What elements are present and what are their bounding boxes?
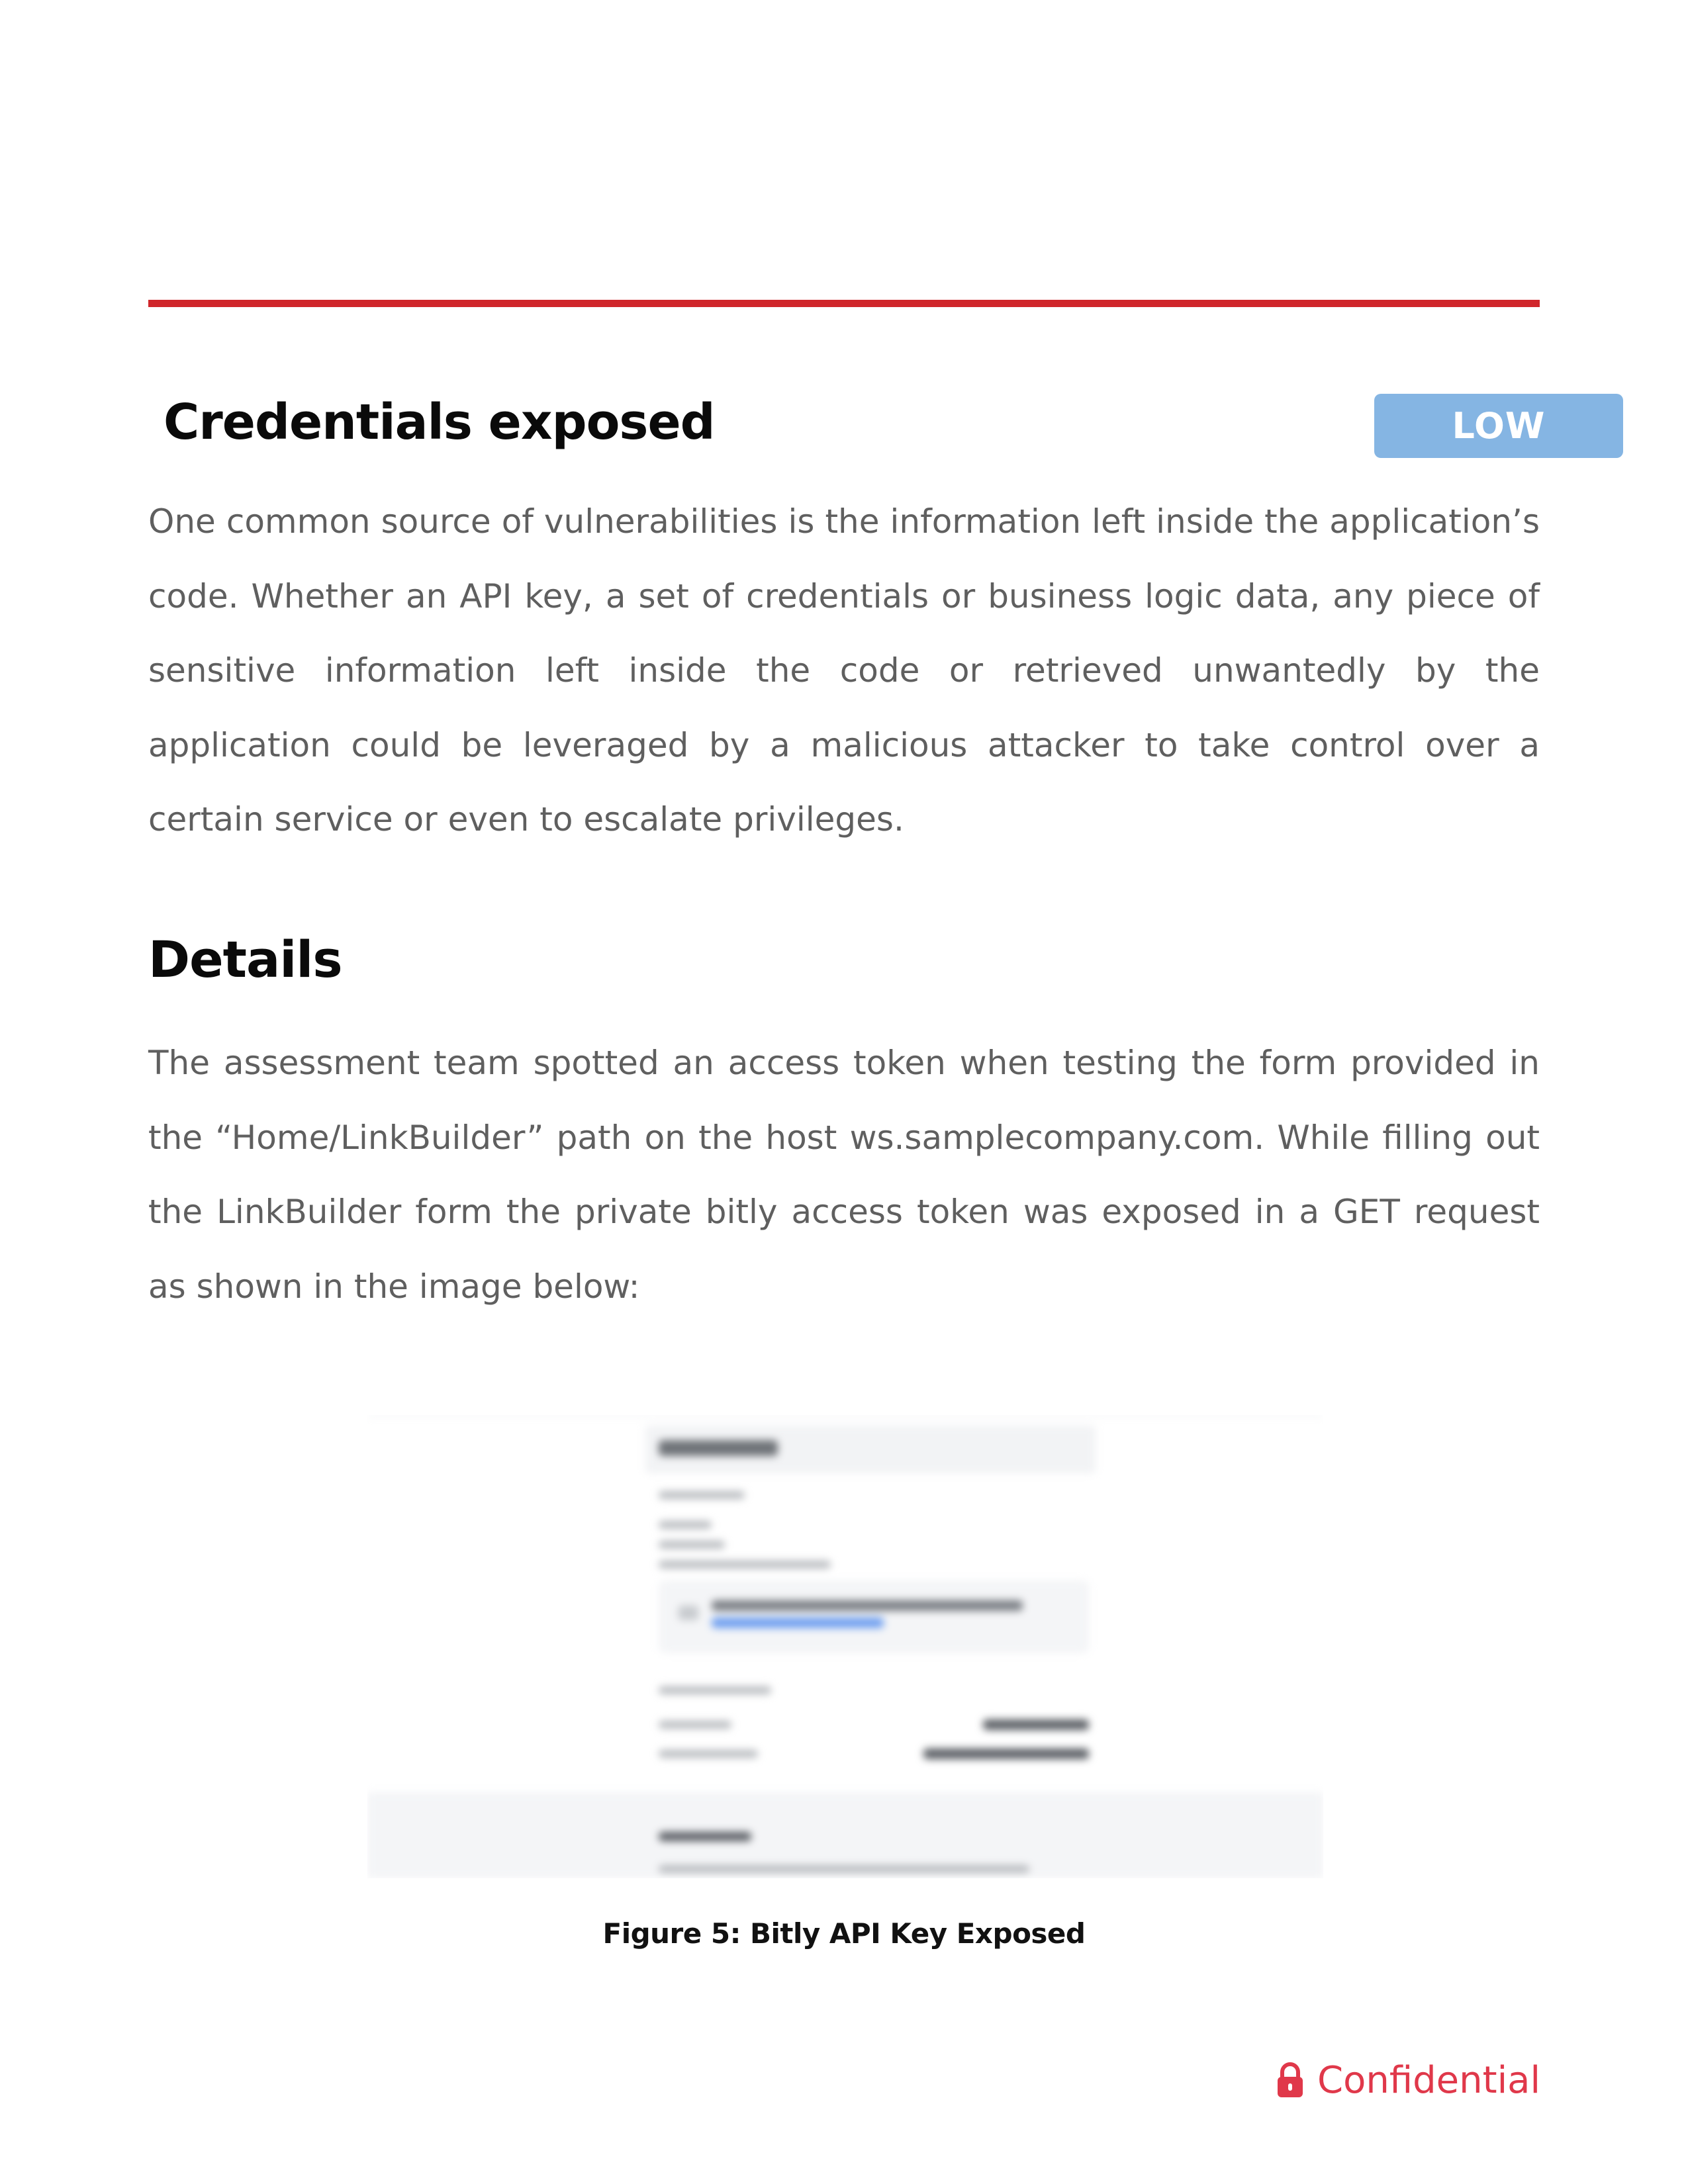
severity-badge: LOW	[1374, 394, 1623, 458]
figure-caption: Figure 5: Bitly API Key Exposed	[602, 1917, 1086, 1950]
confidential-label: Confidential	[1317, 2058, 1541, 2102]
details-paragraph: The assessment team spotted an access token when testing the form provided in the “Home/LinkBuilder” path on the host ws.samplecompany.com. While filling out the LinkBuilder form the private bitly access token was exposed in a GET request as shown in the image below:	[148, 1044, 1540, 1306]
details-heading: Details	[148, 930, 342, 989]
header-rule	[148, 300, 1540, 307]
confidential-footer	[1276, 2057, 1540, 2103]
blurred-screenshot-image	[367, 1415, 1323, 1878]
intro-paragraph: One common source of vulnerabilities is the information left inside the application’s code. Whether an API key, a set of credentials or business logic data, any piece of sensitive information left inside the code or retrieved unwantedly by the application could be leveraged by a malicious attacker to take control over a certain service or even to escalate privileges.	[148, 502, 1540, 839]
lock-icon	[1276, 2062, 1304, 2098]
figure-screenshot	[367, 1415, 1323, 1878]
section-title: Credentials exposed	[164, 394, 715, 451]
